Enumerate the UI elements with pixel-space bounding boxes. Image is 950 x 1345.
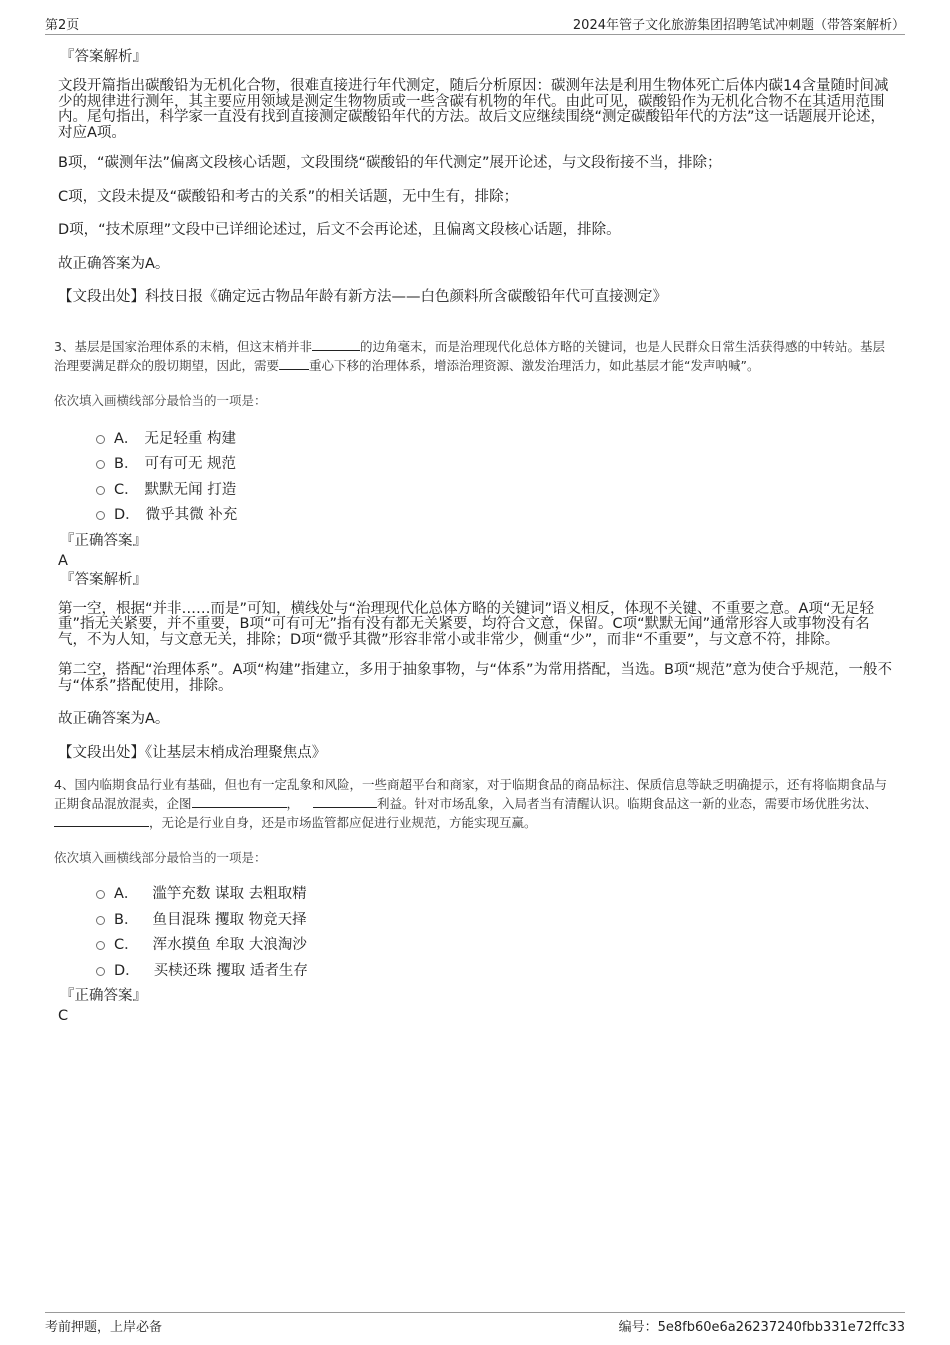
radio-button[interactable]: [96, 916, 105, 925]
radio-button[interactable]: [96, 941, 105, 950]
page-footer: [45, 1312, 905, 1335]
document-code: 编号：5e8fb60e6a26237240fbb331e72ffc33: [618, 1320, 905, 1335]
main-content: [54, 46, 893, 1025]
question-4-hint: 依次填入画横线部分最恰当的一项是：: [54, 850, 267, 865]
option-c[interactable]: C． 默默无闻 打造: [96, 476, 893, 502]
option-c[interactable]: C． 浑水摸鱼 牟取 大浪淘沙: [96, 931, 893, 957]
document-title: 2024年管子文化旅游集团招聘笔试冲刺题（带答案解析）: [572, 18, 905, 33]
analysis-option-b: B项，“碳测年法”偏离文段核心话题，文段围绕“碳酸铅的年代测定”展开论述，与文段衔接不当，排除；: [58, 155, 722, 171]
question-3-hint: 依次填入画横线部分最恰当的一项是：: [54, 392, 267, 408]
analysis-paragraph-1: 第一空，根据“并非……而是”可知，横线处与“治理现代化总体方略的关键词”语义相反，体现不关键、不重要之意。A项“无足轻重”指无关紧要，并不重要，B项“可有可无”指有没有都无关紧要，均符合文意，保留。C项“默默无闻”通常形容人或事物没有名气，不为人知，与文意无关，排除；D项“微乎其微”形容非常小或非常少，侧重“少”，而非“不重要”，与文意不符，排除。: [58, 600, 874, 648]
fill-blank: [312, 338, 360, 351]
analysis-option-d: D项，“技术原理”文段中已详细论述过，后文不会再论述，且偏离文段核心话题，排除。: [58, 222, 621, 238]
fill-blank: [279, 357, 309, 370]
fill-blank: [192, 795, 287, 808]
correct-answer: A: [58, 552, 68, 569]
analysis-paragraph: 文段开篇指出碳酸铅为无机化合物，很难直接进行年代测定，随后分析原因：碳测年法是利用生物体死亡后体内碳14含量随时间减少的规律进行测年，其主要应用领域是测定生物物质或一些含碳有机物的年代。由此可见，碳酸铅作为无机化合物不在其适用范围内。尾句指出，科学家一直没有找到直接测定碳酸铅年代的方法。故后文应继续围绕“测定碳酸铅年代的方法”这一话题展开论述，对应A项。: [58, 78, 889, 141]
question-4-options: [96, 880, 893, 982]
radio-button[interactable]: [96, 486, 105, 495]
radio-button[interactable]: [96, 967, 105, 976]
analysis-conclusion: 故正确答案为A。: [58, 711, 170, 727]
analysis-option-c: C项，文段未提及“碳酸铅和考古的关系”的相关话题，无中生有，排除；: [58, 188, 519, 205]
option-b[interactable]: B． 可有可无 规范: [96, 450, 893, 476]
analysis-tag: 『答案解析』: [60, 571, 147, 588]
fill-blank: [54, 814, 149, 827]
analysis-tag: 『答案解析』: [60, 49, 147, 65]
correct-answer-tag: 『正确答案』: [60, 988, 147, 1004]
passage-source: 【文段出处】《让基层末梢成治理聚焦点》: [58, 744, 327, 761]
question-3-options: [96, 425, 893, 527]
option-a[interactable]: A． 无足轻重 构建: [96, 425, 893, 451]
radio-button[interactable]: [96, 511, 105, 520]
option-d[interactable]: D． 微乎其微 补充: [96, 501, 893, 527]
analysis-conclusion: 故正确答案为A。: [58, 255, 170, 272]
option-a[interactable]: A． 滥竽充数 谋取 去粗取精: [96, 880, 893, 906]
page-number: 第2页: [45, 18, 80, 33]
passage-source: 【文段出处】科技日报《确定远古物品年龄有新方法——白色颜料所含碳酸铅年代可直接测定》: [58, 289, 667, 305]
radio-button[interactable]: [96, 460, 105, 469]
radio-button[interactable]: [96, 435, 105, 444]
correct-answer-tag: 『正确答案』: [60, 532, 147, 549]
option-b[interactable]: B． 鱼目混珠 攫取 物竞天择: [96, 906, 893, 932]
analysis-paragraph-2: 第二空，搭配“治理体系”。A项“构建”指建立，多用于抽象事物，与“体系”为常用搭配，当选。B项“规范”意为使合乎规范，一般不与“体系”搭配使用，排除。: [58, 662, 892, 694]
question-4-stem: 4、国内临期食品行业有基础，但也有一定乱象和风险，一些商超平台和商家，对于临期食品的商品标注、保质信息等缺乏明确提示，还有将临期食品与正期食品混放混卖，企图 ， 利益。针对市场乱象，入局者当有清醒认识。临期食品这一新的业态，需要市场优胜劣汰、，无论是行业自身，还是市场监管都应促进行业规范，方能实现互赢。: [54, 777, 887, 830]
fill-blank: [313, 795, 377, 808]
footer-slogan: 考前押题，上岸必备: [45, 1320, 163, 1335]
radio-button[interactable]: [96, 890, 105, 899]
option-d[interactable]: D． 买椟还珠 攫取 适者生存: [96, 957, 893, 983]
page-header: [45, 14, 905, 35]
question-3-stem: 3、基层是国家治理体系的末梢，但这末梢并非 的边角毫末，而是治理现代化总体方略的关键词，也是人民群众日常生活获得感的中转站。基层治理要满足群众的殷切期望，因此，需要 重心下移的治理体系，增添治理资源、激发治理活力，如此基层才能“发声呐喊”。: [54, 338, 885, 373]
correct-answer: C: [58, 1008, 69, 1024]
